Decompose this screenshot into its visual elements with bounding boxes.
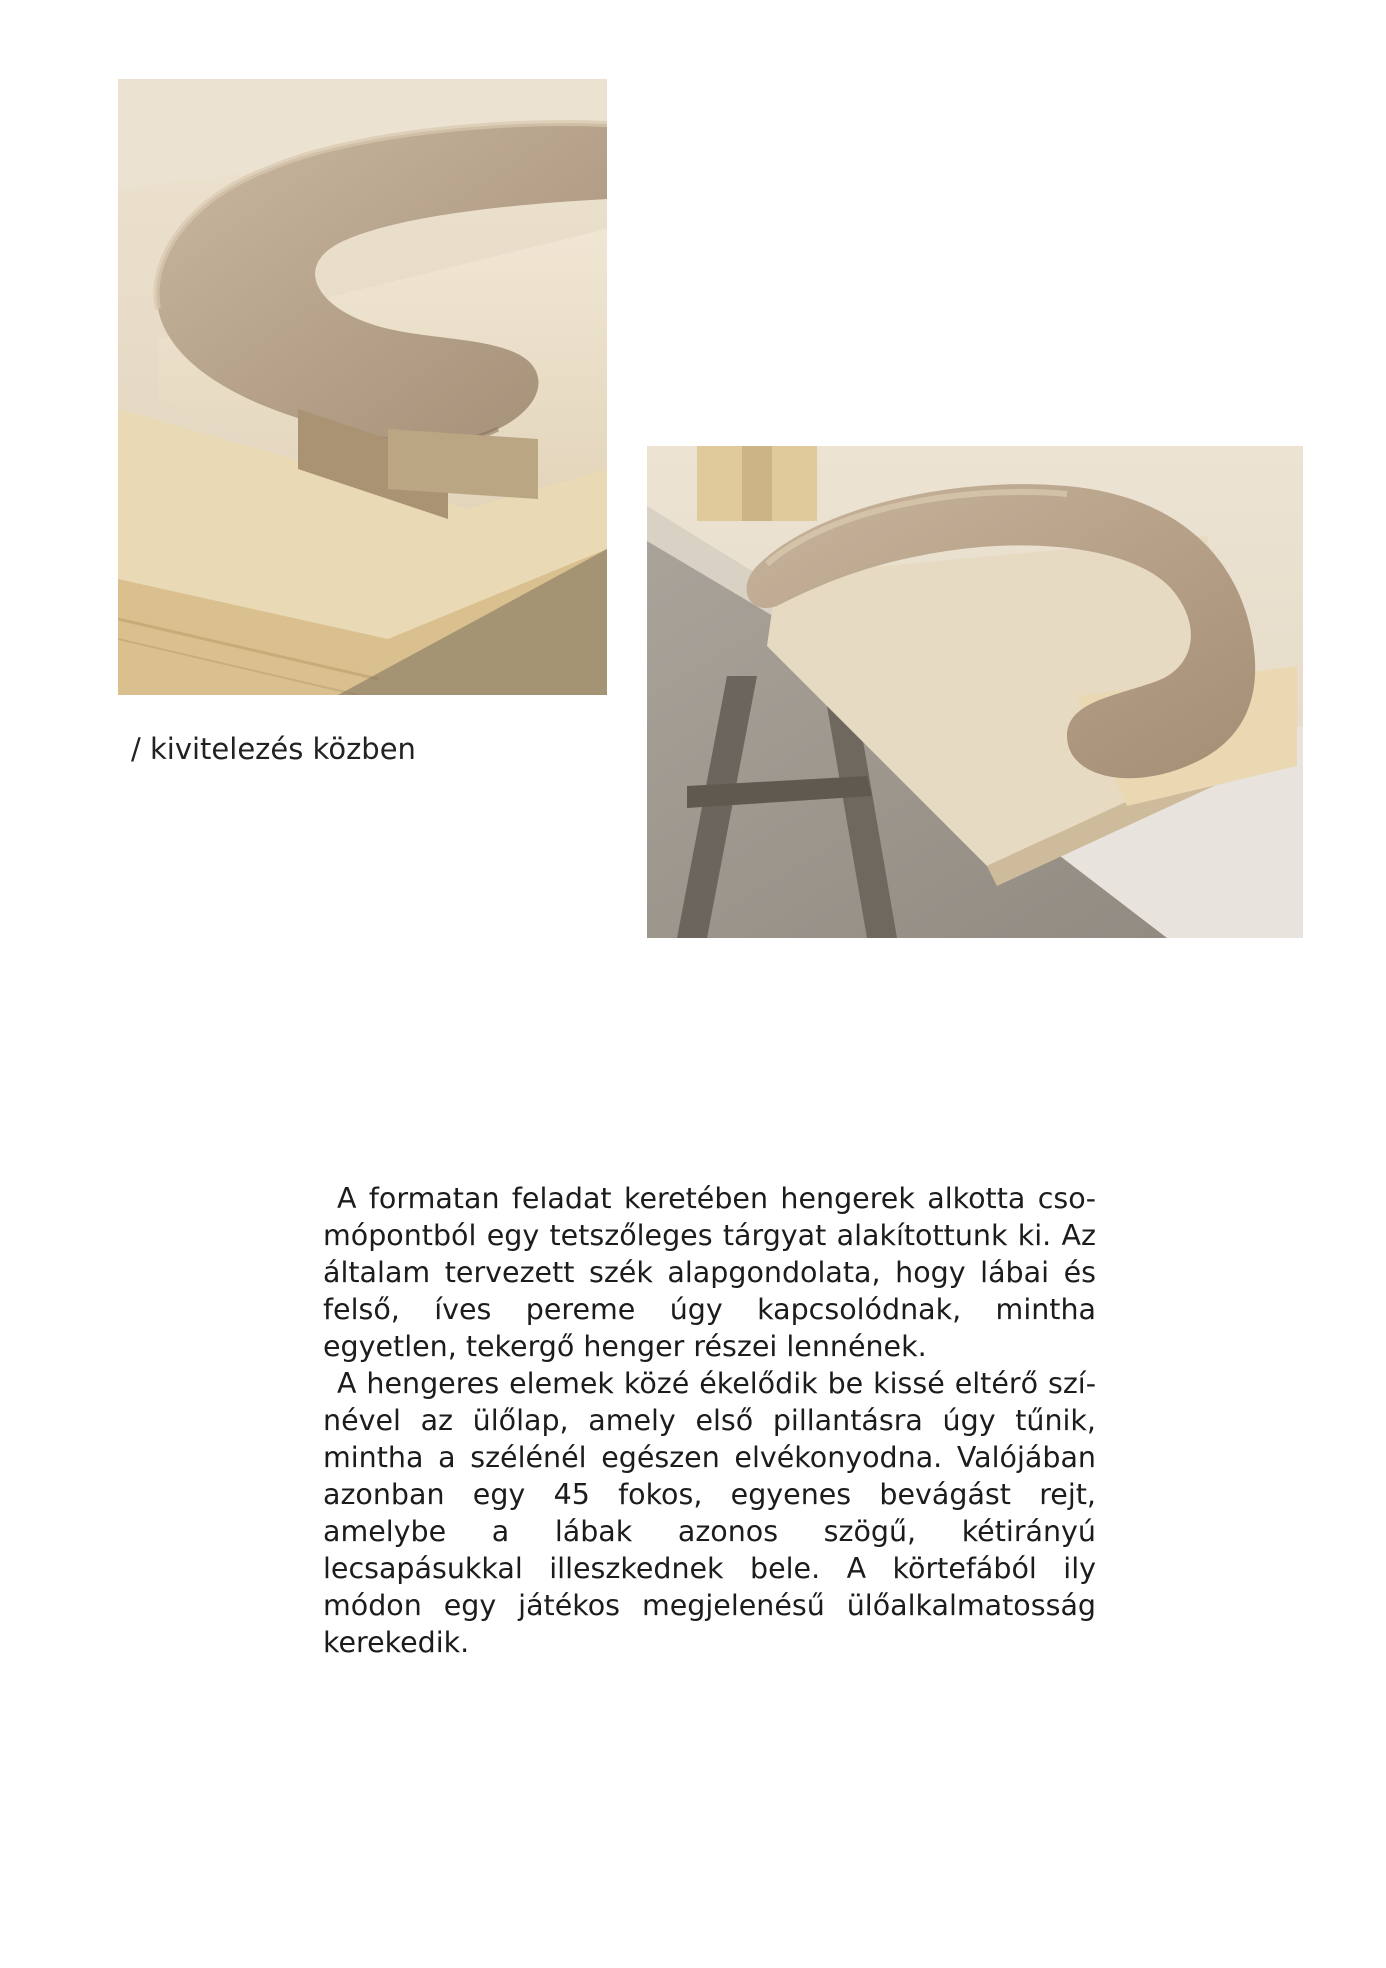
body-text <box>323 1180 1096 1661</box>
paragraph-2: A hengeres elemek közé ékelődik be kissé eltérő színével az ülőlap, amely első pillantásra úgy tűnik, mintha a szélénél egészen elvékonyodna. Valójában azonban egy 45 fokos, egyenes bevágást rejt, amelybe a lábak azonos szögű, kétirányú lecsapásukkal illeszkednek bele. A körtefából ily módon egy játékos megjelenésű ülőalkalmatosság kerekedik. <box>323 1367 1096 1659</box>
chair-seat-on-trestle-image <box>647 446 1303 938</box>
photo-caption: / kivitelezés közben <box>131 732 416 766</box>
chair-frame-detail-image <box>118 79 607 695</box>
chair-seat-on-trestle-photo <box>647 446 1303 938</box>
chair-frame-detail-photo <box>118 79 607 695</box>
paragraph-1: A formatan feladat keretében hengerek alkotta csomópontból egy tetszőleges tárgyat alakítottunk ki. Az általam tervezett szék alapgondolata, hogy lábai és felső, íves pereme úgy kapcsolódnak, mintha egyetlen, tekergő henger részei lennének. <box>323 1182 1096 1363</box>
